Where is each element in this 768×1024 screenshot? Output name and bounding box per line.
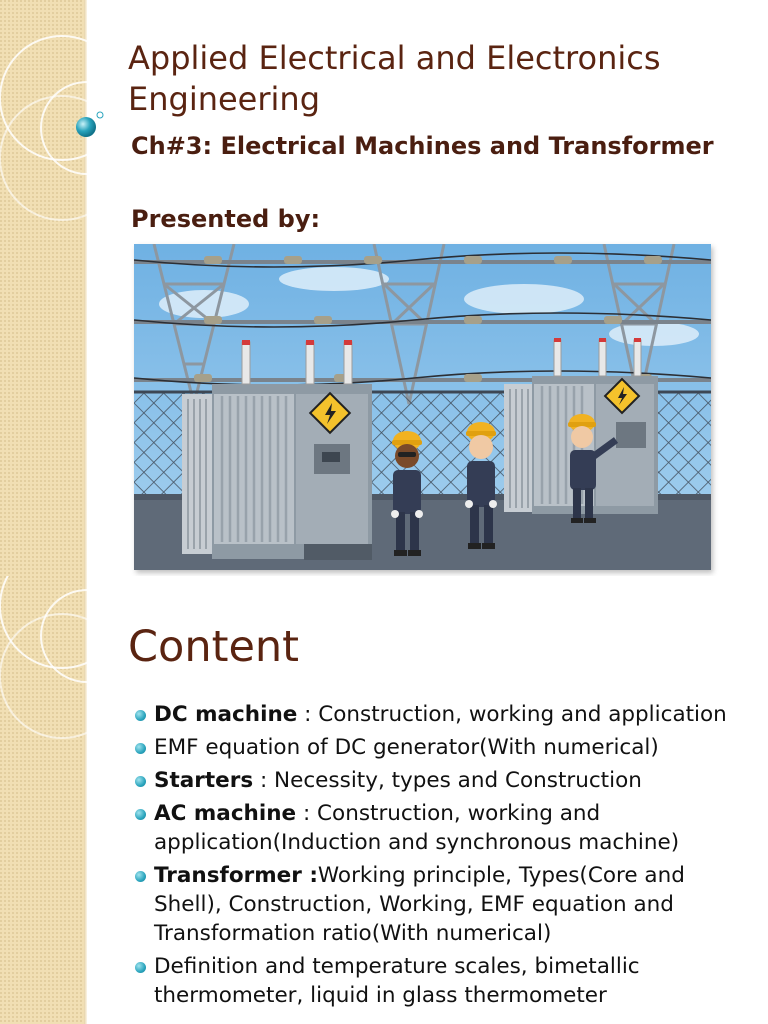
chapter-subtitle: Ch#3: Electrical Machines and Transformer	[131, 132, 714, 160]
content-bullet-list	[132, 700, 752, 1014]
bullet-bold: Transformer :	[154, 863, 318, 888]
bullet-bold: AC machine	[154, 801, 297, 826]
bullet-text: EMF equation of DC generator(With numerical)	[154, 735, 659, 760]
decorative-circles	[0, 0, 130, 576]
list-item	[132, 952, 752, 1010]
bullet-text: Definition and temperature scales, bimetallic thermometer, liquid in glass thermometer	[154, 954, 640, 1008]
list-item	[132, 700, 752, 729]
list-item	[132, 799, 752, 857]
bullet-icon	[135, 776, 146, 787]
substation-illustration	[134, 244, 711, 570]
presented-by-label: Presented by:	[131, 205, 321, 233]
bullet-icon	[135, 710, 146, 721]
bullet-text: : Construction, working and application(Induction and synchronous machine)	[154, 801, 680, 855]
bullet-icon	[135, 809, 146, 820]
content-heading: Content	[128, 622, 300, 672]
content-slide	[0, 576, 768, 1024]
bullet-text: : Construction, working and application	[297, 702, 727, 727]
list-item	[132, 733, 752, 762]
bullet-bold: DC machine	[154, 702, 298, 727]
bullet-icon	[135, 962, 146, 973]
bullet-bold: Starters	[154, 768, 254, 793]
slide-title: Applied Electrical and Electronics Engineering	[128, 39, 661, 118]
list-item	[132, 861, 752, 948]
bullet-text: : Necessity, types and Construction	[253, 768, 642, 793]
bullet-text: Working principle, Types(Core and Shell), Construction, Working, EMF equation and Transformation ratio(With numerical)	[154, 863, 685, 946]
decorative-circles	[0, 576, 130, 1024]
bullet-icon	[135, 743, 146, 754]
list-item	[132, 766, 752, 795]
orb-icon	[76, 117, 96, 137]
bullet-icon	[135, 871, 146, 882]
